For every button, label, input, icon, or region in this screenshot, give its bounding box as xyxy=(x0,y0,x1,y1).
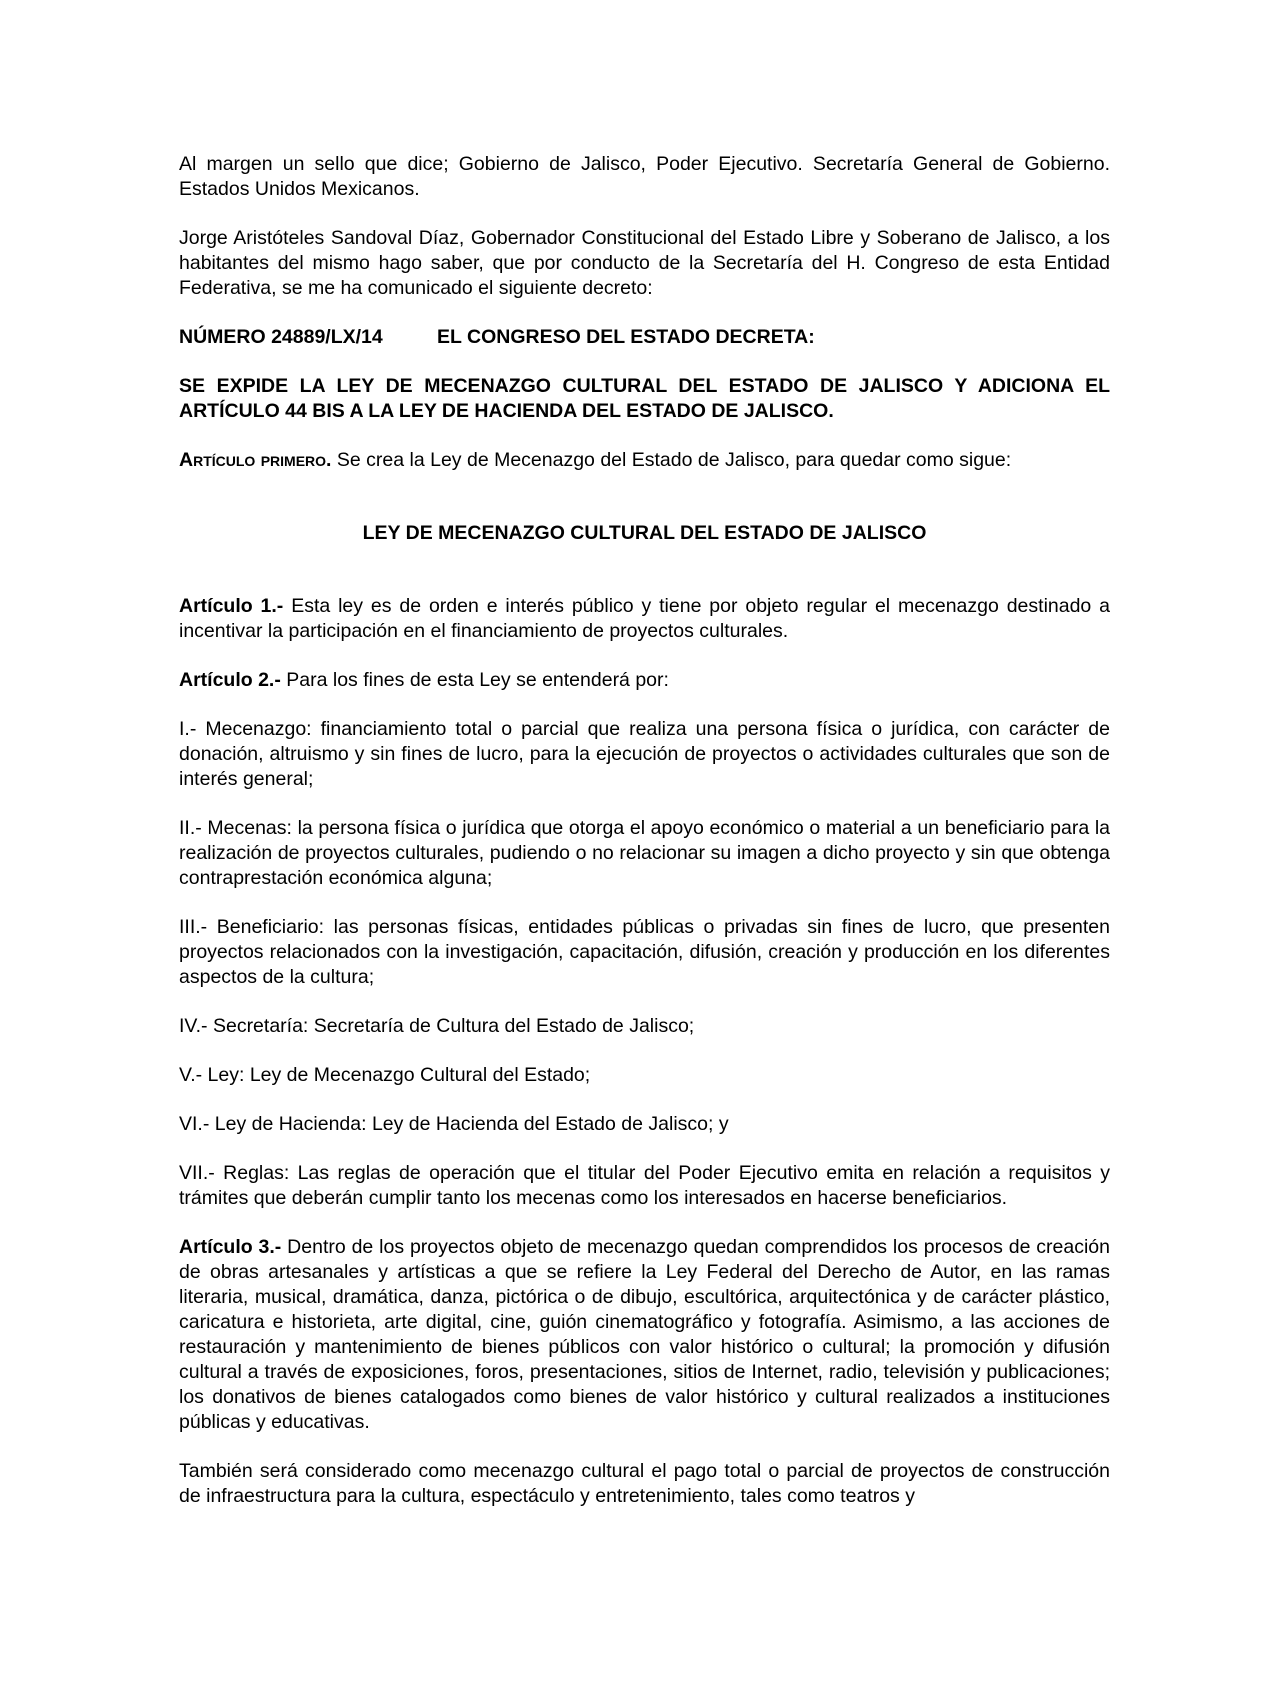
definition-v: V.- Ley: Ley de Mecenazgo Cultural del Estado; xyxy=(179,1064,591,1086)
article-1-text: Esta ley es de orden e interés público y tiene por objeto regular el mecenazgo destinado a incentivar la participación en el financiamiento de proyectos culturales. xyxy=(179,595,1111,642)
law-title: LEY DE MECENAZGO CULTURAL DEL ESTADO DE JALISCO xyxy=(362,522,927,544)
article-3-paragraph xyxy=(179,1235,1110,1435)
decree-number: NÚMERO 24889/LX/14 xyxy=(179,326,383,348)
governor-paragraph: Jorge Aristóteles Sandoval Díaz, Gobernador Constitucional del Estado Libre y Soberano de Jalisco, a los habitantes del mismo hago saber, que por conducto de la Secretaría del H. Congreso de esta Entidad Federativa, se me ha comunicado el siguiente decreto: xyxy=(179,227,1110,299)
article-first-text: Se crea la Ley de Mecenazgo del Estado de Jalisco, para quedar como sigue: xyxy=(331,449,1012,471)
article-1-label: Artículo 1.- xyxy=(179,595,284,617)
document-page xyxy=(179,152,1110,1509)
article-2-label: Artículo 2.- xyxy=(179,669,281,691)
definition-iv: IV.- Secretaría: Secretaría de Cultura del Estado de Jalisco; xyxy=(179,1015,695,1037)
seal-paragraph: Al margen un sello que dice; Gobierno de Jalisco, Poder Ejecutivo. Secretaría General de Gobierno. Estados Unidos Mexicanos. xyxy=(179,153,1110,200)
definition-vi: VI.- Ley de Hacienda: Ley de Hacienda del Estado de Jalisco; y xyxy=(179,1113,729,1135)
definition-vii: VII.- Reglas: Las reglas de operación que el titular del Poder Ejecutivo emita en relación a requisitos y trámites que deberán cumplir tanto los mecenas como los interesados en hacerse beneficiarios. xyxy=(179,1162,1110,1209)
article-1-paragraph xyxy=(179,594,1110,644)
decree-line xyxy=(179,325,1110,350)
decree-statement: EL CONGRESO DEL ESTADO DECRETA: xyxy=(437,326,815,348)
decree-heading: SE EXPIDE LA LEY DE MECENAZGO CULTURAL DEL ESTADO DE JALISCO Y ADICIONA EL ARTÍCULO 44 BIS A LA LEY DE HACIENDA DEL ESTADO DE JALISCO. xyxy=(179,375,1110,422)
article-3-text: Dentro de los proyectos objeto de mecenazgo quedan comprendidos los procesos de creación de obras artesanales y artísticas a que se refiere la Ley Federal del Derecho de Autor, en las ramas literaria, musical, dramática, danza, pictórica o de dibujo, escultórica, arquitectónica y de carácter plástico, caricatura e historieta, arte digital, cine, guión cinematográfico y fotografía. Asimismo, a las acciones de restauración y mantenimiento de bienes públicos con valor histórico o cultural; la promoción y difusión cultural a través de exposiciones, foros, presentaciones, sitios de Internet, radio, televisión y publicaciones; los donativos de bienes catalogados como bienes de valor histórico y cultural realizados a instituciones públicas y educativas. xyxy=(179,1236,1110,1433)
article-3-label: Artículo 3.- xyxy=(179,1236,282,1258)
definition-iii: III.- Beneficiario: las personas físicas, entidades públicas o privadas sin fines de lucro, que presenten proyectos relacionados con la investigación, capacitación, difusión, creación y producción en los diferentes aspectos de la cultura; xyxy=(179,916,1110,988)
article-first-paragraph xyxy=(179,448,1110,473)
definition-i: I.- Mecenazgo: financiamiento total o parcial que realiza una persona física o jurídica, con carácter de donación, altruismo y sin fines de lucro, para la ejecución de proyectos o actividades culturales que son de interés general; xyxy=(179,718,1110,790)
article-first-label: Artículo primero. xyxy=(179,449,332,471)
article-3-continuation: También será considerado como mecenazgo cultural el pago total o parcial de proyectos de construcción de infraestructura para la cultura, espectáculo y entretenimiento, tales como teatros y xyxy=(179,1460,1110,1507)
article-2-paragraph xyxy=(179,668,1110,693)
article-2-text: Para los fines de esta Ley se entenderá por: xyxy=(280,669,669,691)
definition-ii: II.- Mecenas: la persona física o jurídica que otorga el apoyo económico o material a un beneficiario para la realización de proyectos culturales, pudiendo o no relacionar su imagen a dicho proyecto y sin que obtenga contraprestación económica alguna; xyxy=(179,817,1110,889)
